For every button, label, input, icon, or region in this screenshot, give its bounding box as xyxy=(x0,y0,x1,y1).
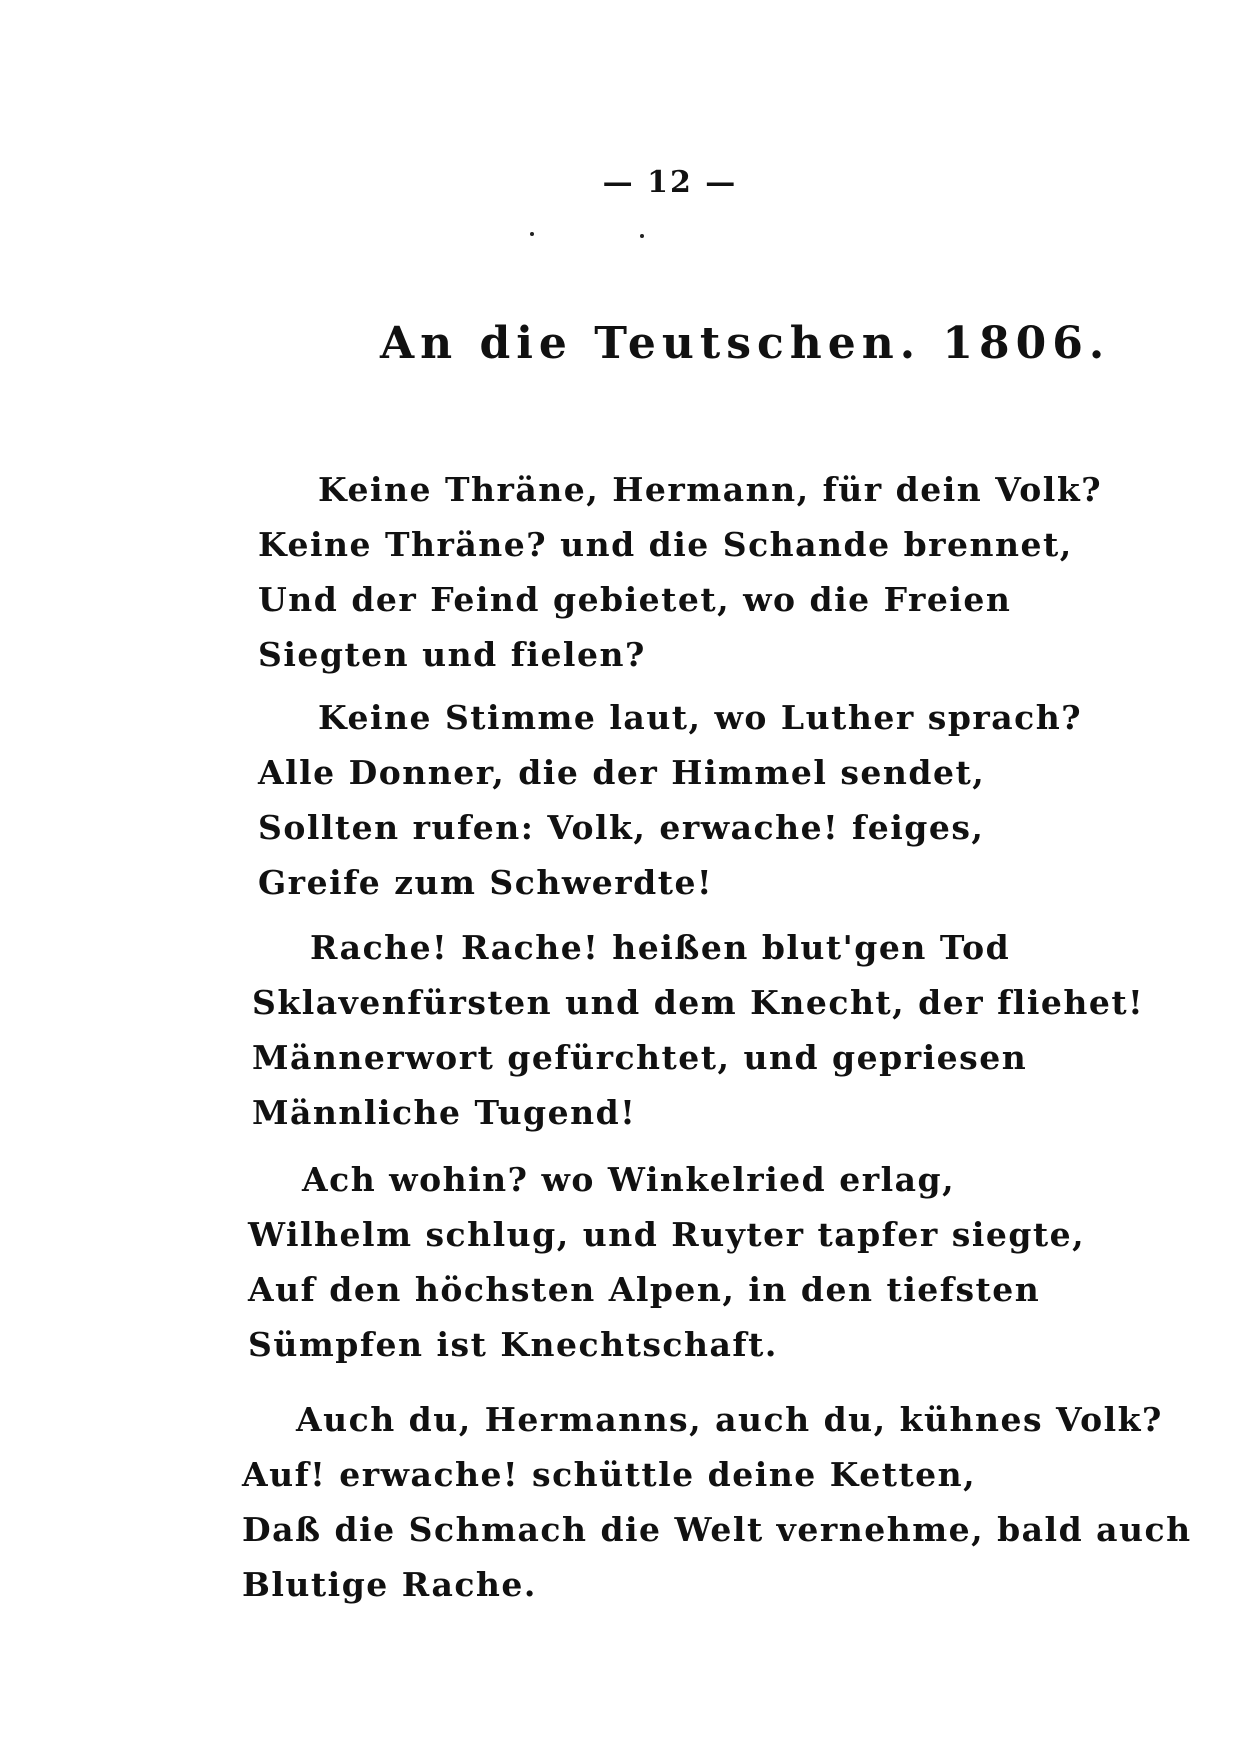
verse-line: Keine Thräne? und die Schande brennet, xyxy=(258,525,1073,564)
verse-line: Auf! erwache! schüttle deine Ketten, xyxy=(242,1455,977,1494)
verse-line: Siegten und fielen? xyxy=(258,635,646,674)
verse-line: Wilhelm schlug, und Ruyter tapfer siegte, xyxy=(248,1215,1086,1254)
verse-line: Alle Donner, die der Himmel sendet, xyxy=(258,753,986,792)
verse-line: Und der Feind gebietet, wo die Freien xyxy=(258,580,1012,619)
verse-line: Blutige Rache. xyxy=(242,1565,537,1604)
verse-line: Keine Thräne, Hermann, für dein Volk? xyxy=(318,470,1103,509)
print-speck xyxy=(640,234,644,238)
page-number: — 12 — xyxy=(602,165,738,200)
verse-line: Ach wohin? wo Winkelried erlag, xyxy=(302,1160,956,1199)
verse-line: Sümpfen ist Knechtschaft. xyxy=(248,1325,778,1364)
verse-line: Sklavenfürsten und dem Knecht, der fliehet! xyxy=(252,983,1145,1022)
verse-line: Keine Stimme laut, wo Luther sprach? xyxy=(318,698,1083,737)
print-speck xyxy=(530,232,534,236)
verse-line: Männerwort gefürchtet, und gepriesen xyxy=(252,1038,1028,1077)
verse-line: Auf den höchsten Alpen, in den tiefsten xyxy=(248,1270,1041,1309)
verse-line: Sollten rufen: Volk, erwache! feiges, xyxy=(258,808,985,847)
verse-line: Männliche Tugend! xyxy=(252,1093,637,1132)
verse-line: Rache! Rache! heißen blut'gen Tod xyxy=(310,928,1011,967)
poem-title: An die Teutschen. 1806. xyxy=(380,318,1111,369)
verse-line: Auch du, Hermanns, auch du, kühnes Volk? xyxy=(296,1400,1163,1439)
verse-line: Greife zum Schwerdte! xyxy=(258,863,713,902)
verse-line: Daß die Schmach die Welt vernehme, bald auch xyxy=(242,1510,1192,1549)
